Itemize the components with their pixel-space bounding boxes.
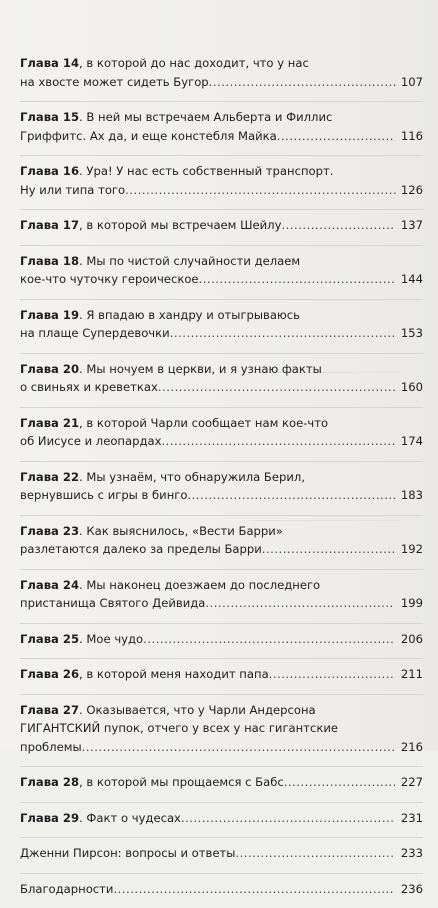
entry-separator	[20, 569, 423, 570]
toc-entry-line	[20, 630, 423, 649]
toc-entry	[20, 360, 423, 397]
chapter-number: Глава 15	[20, 110, 80, 124]
chapter-title-text: . Мы по чистой случайности делаем	[79, 253, 301, 268]
toc-entry-line	[20, 162, 423, 181]
chapter-title-text: на хвосте может сидеть Бугор	[20, 74, 209, 89]
leader-dots: ......................................	[235, 846, 395, 860]
toc-entry-line	[20, 360, 423, 379]
chapter-number: Глава 14	[20, 56, 80, 70]
page-number: 231	[400, 810, 423, 825]
toc-entry-line	[20, 773, 423, 792]
toc-entry-line	[20, 701, 423, 720]
toc-entry	[20, 414, 423, 451]
table-of-contents	[20, 54, 423, 908]
page-number: 199	[400, 596, 423, 610]
toc-entry-line	[20, 270, 423, 289]
chapter-number: Глава 25	[20, 631, 80, 646]
chapter-title-text: . Мы наконец доезжаем до последнего	[79, 577, 321, 592]
chapter-title-text: , в которой Чарли сообщает нам кое-что	[79, 415, 329, 430]
entry-separator	[20, 353, 423, 354]
toc-entry	[20, 468, 423, 505]
page-number: 116	[400, 128, 423, 143]
entry-separator	[20, 155, 423, 156]
toc-entry	[20, 773, 423, 792]
toc-entry-line	[20, 880, 423, 899]
toc-entry-line	[20, 665, 423, 684]
chapter-number: Глава 19	[20, 307, 80, 322]
chapter-number: Глава 29	[20, 810, 80, 825]
page-number: 216	[400, 739, 423, 754]
chapter-title-text: Дженни Пирсон: вопросы и ответы	[20, 846, 236, 860]
chapter-title-text: разлетаются далеко за пределы Барри	[20, 542, 262, 556]
leader-dots: ...................................................................	[113, 881, 394, 896]
page-number: 160	[400, 380, 423, 394]
chapter-number: Глава 16	[20, 164, 80, 178]
chapter-title-text: кое-что чуточку героическое	[20, 272, 199, 286]
page-number: 183	[400, 488, 423, 502]
chapter-number: Глава 17	[20, 218, 80, 232]
entry-separator	[20, 658, 423, 659]
toc-entry	[20, 306, 423, 343]
leader-dots: ..............................	[268, 667, 395, 681]
chapter-number: Глава 20	[20, 361, 80, 376]
entry-separator	[20, 873, 423, 874]
chapter-title-text: . Мое чудо	[79, 631, 144, 646]
toc-entry	[20, 162, 423, 199]
leader-dots: ...............................................	[198, 272, 396, 286]
chapter-title-text: Гриффитс. Ах да, и еще констебля Майка	[20, 128, 277, 143]
toc-entry	[20, 665, 423, 684]
entry-separator	[20, 209, 423, 210]
chapter-title-text: проблемы	[20, 739, 82, 754]
chapter-title-text: . Оказывается, что у Чарли Андерсона	[79, 702, 316, 717]
entry-separator	[20, 461, 423, 462]
page-number: 174	[400, 434, 423, 448]
chapter-number: Глава 18	[20, 253, 80, 268]
chapter-number: Глава 27	[20, 702, 80, 717]
toc-entry-line	[20, 181, 423, 200]
toc-entry	[20, 809, 423, 828]
leader-dots: .............................................	[205, 596, 394, 610]
chapter-title-text: пристанища Святого Дейвида	[20, 596, 206, 610]
chapter-title-text: о свиньях и креветках	[20, 380, 158, 394]
leader-dots: .................................................................	[125, 182, 398, 197]
chapter-title-text: . Факт о чудесах	[79, 810, 181, 825]
chapter-title-text: на плаще Супердевочки	[20, 326, 170, 340]
entry-separator	[20, 101, 423, 102]
toc-entry	[20, 216, 423, 235]
page-number: 137	[400, 218, 423, 232]
toc-entry-line	[20, 306, 423, 325]
toc-entry-line	[20, 576, 423, 595]
toc-entry-line	[20, 540, 423, 559]
chapter-number: Глава 22	[20, 469, 80, 484]
chapter-number: Глава 26	[20, 667, 80, 681]
leader-dots: ................................	[261, 542, 396, 556]
leader-dots: ......................................................	[169, 326, 396, 340]
entry-separator	[20, 299, 423, 300]
leader-dots: ........................................................	[161, 434, 396, 448]
toc-entry-line	[20, 108, 423, 127]
toc-entry-line	[20, 432, 423, 451]
leader-dots: ............................	[276, 128, 394, 143]
toc-entry-line	[20, 468, 423, 487]
chapter-title-text: , в которой меня находит папа	[79, 667, 269, 681]
leader-dots: .........................................................	[157, 380, 397, 394]
chapter-title-text: . Как выяснилось, «Вести Барри»	[79, 523, 283, 538]
chapter-number: Глава 23	[20, 523, 80, 538]
leader-dots: ............................................................	[143, 631, 395, 646]
chapter-title-text: , в которой мы встречаем Шейлу	[79, 218, 282, 232]
chapter-title-text: , в которой до нас доходит, что у нас	[79, 56, 309, 70]
toc-entry-line	[20, 486, 423, 505]
entry-separator	[20, 623, 423, 624]
chapter-title-text: Благодарности	[20, 881, 114, 896]
toc-entry-line	[20, 809, 423, 828]
leader-dots: ...........................	[283, 775, 397, 789]
chapter-title-text: . Мы ночуем в церкви, и я узнаю факты	[79, 361, 322, 376]
toc-entry	[20, 844, 423, 863]
toc-entry-line	[20, 127, 423, 146]
toc-entry-line	[20, 378, 423, 397]
toc-entry-line	[20, 54, 423, 73]
chapter-title-text: . Мы узнаём, что обнаружила Берил,	[79, 469, 306, 484]
toc-entry-line	[20, 738, 423, 757]
chapter-title-text: Ну или типа того	[20, 182, 126, 197]
chapter-title-text: , в которой мы прощаемся с Бабс	[79, 775, 284, 789]
toc-entry	[20, 880, 423, 899]
page-number: 126	[400, 182, 423, 197]
page-number: 233	[400, 846, 423, 860]
page-number: 107	[400, 74, 423, 89]
toc-entry	[20, 522, 423, 559]
toc-entry	[20, 252, 423, 289]
entry-separator	[20, 766, 423, 767]
toc-entry-line	[20, 522, 423, 541]
chapter-number: Глава 24	[20, 577, 80, 592]
page-number: 144	[400, 272, 423, 286]
toc-entry-line	[20, 719, 423, 738]
toc-entry	[20, 630, 423, 649]
chapter-title-text: вернувшись с игры в бинго	[20, 488, 188, 502]
page-number: 227	[400, 775, 423, 789]
chapter-title-text: ГИГАНТСКИЙ пупок, отчего у всех у нас гигантские	[20, 721, 339, 735]
chapter-number: Глава 21	[20, 415, 80, 430]
page-number: 236	[400, 881, 423, 896]
entry-separator	[20, 802, 423, 803]
chapter-title-text: . Я впадаю в хандру и отыгрываюсь	[79, 307, 300, 322]
chapter-title-text: об Иисусе и леопардах	[20, 434, 162, 448]
page-number: 206	[400, 631, 423, 646]
toc-entry-line	[20, 414, 423, 433]
toc-entry	[20, 54, 423, 91]
toc-entry	[20, 576, 423, 613]
leader-dots: ..................................................	[187, 488, 397, 502]
toc-entry-line	[20, 324, 423, 343]
toc-entry-line	[20, 216, 423, 235]
page-number: 211	[400, 667, 423, 681]
entry-separator	[20, 245, 423, 246]
toc-entry-line	[20, 594, 423, 613]
toc-entry-line	[20, 73, 423, 92]
page-number: 153	[400, 326, 423, 340]
leader-dots: .............................................	[208, 74, 397, 89]
toc-entry	[20, 701, 423, 757]
toc-entry-line	[20, 844, 423, 863]
entry-separator	[20, 837, 423, 838]
leader-dots: ...........................	[281, 218, 395, 232]
page-number: 192	[400, 542, 423, 556]
leader-dots: ...........................................................................	[81, 739, 396, 754]
toc-entry	[20, 108, 423, 145]
toc-entry-line	[20, 252, 423, 271]
chapter-number: Глава 28	[20, 775, 80, 789]
chapter-title-text: . Ура! У нас есть собственный транспорт.	[79, 164, 334, 178]
leader-dots: ...................................................	[180, 810, 395, 825]
chapter-title-text: . В ней мы встречаем Альберта и Филлис	[79, 110, 333, 124]
entry-separator	[20, 515, 423, 516]
entry-separator	[20, 407, 423, 408]
entry-separator	[20, 694, 423, 695]
